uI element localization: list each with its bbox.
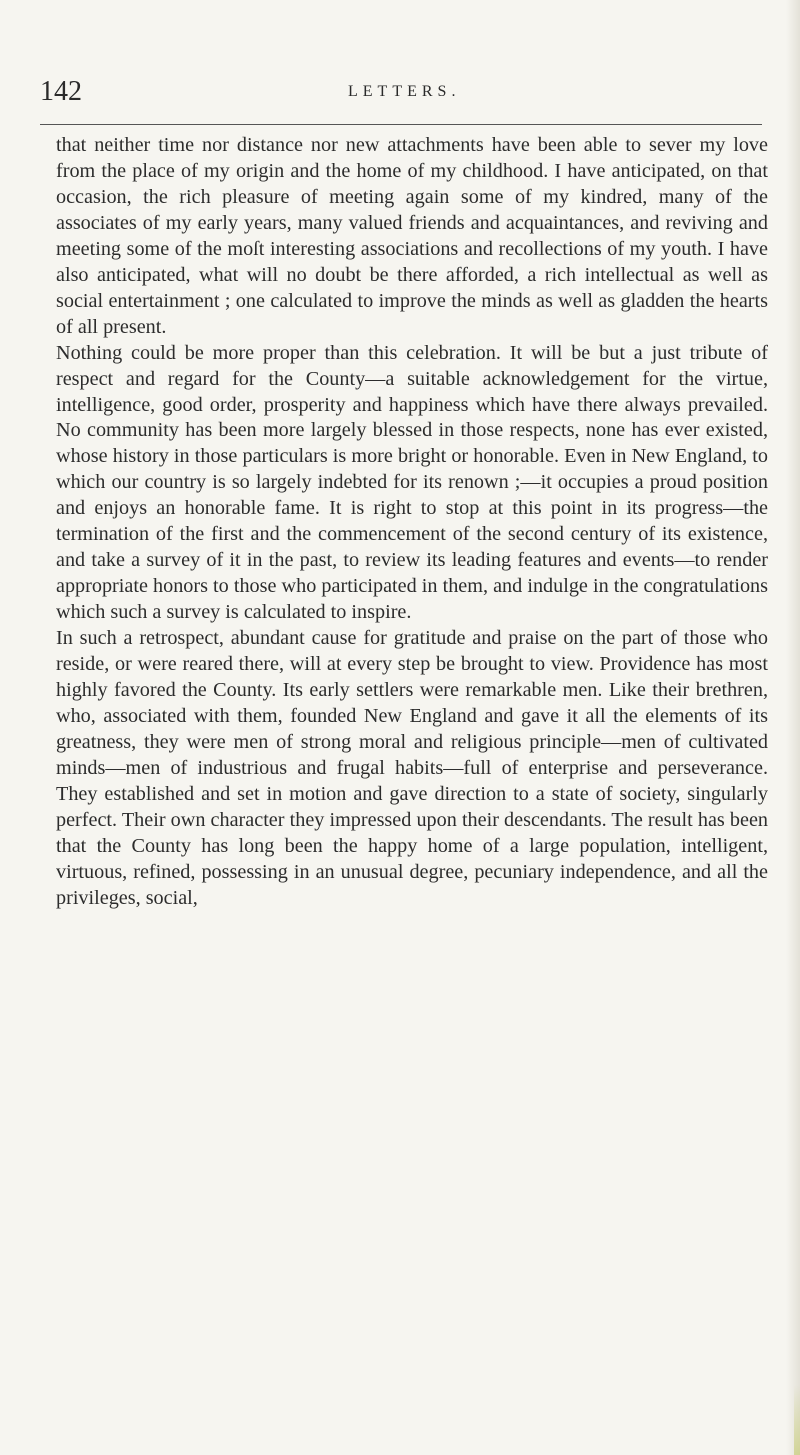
- page-number: 142: [40, 76, 82, 107]
- running-head: LETTERS.: [348, 83, 461, 100]
- page-edge-mark: [794, 1385, 800, 1455]
- paragraph-2: Nothing could be more proper than this celebration. It will be but a just tribute of respect and regard for the County—a suitable acknowledgement for the virtue, intelligence, good order, prosperity and happiness which have there always prevailed. No community has been more largely blessed in those respects, none has ever existed, whose history in those particulars is more bright or honorable. Even in New England, to which our country is so largely indebted for its renown ;—it occupies a proud position and enjoys an honorable fame. It is right to stop at this point in its progress—the termination of the first and the commencement of the second century of its existence, and take a survey of it in the past, to review its leading features and events—to render appropriate honors to those who participated in them, and indulge in the congratulations which such a survey is calculated to inspire.: [56, 341, 768, 624]
- page-header: [40, 76, 760, 112]
- paragraph-3: In such a retrospect, abundant cause for gratitude and praise on the part of those who reside, or were reared there, will at every step be brought to view. Providence has most highly favored the County. Its early settlers were remarkable men. Like their brethren, who, associated with them, founded New England and gave it all the elements of its greatness, they were men of strong moral and religious principle—men of cultivated minds—men of industrious and frugal habits—full of enterprise and perseverance. They established and set in motion and gave direction to a state of society, singularly perfect. Their own character they impressed upon their descendants. The result has been that the County has long been the happy home of a large population, intelligent, virtuous, refined, possessing in an unusual degree, pecuniary independence, and all the privileges, social,: [56, 627, 768, 909]
- page-edge-shadow: [786, 0, 800, 1455]
- header-rule: [40, 124, 762, 125]
- paragraph-1: that neither time nor distance nor new attachments have been able to sever my love from the place of my origin and the home of my childhood. I have anticipated, on that occasion, the rich pleasure of meeting again some of my kindred, many of the associates of my early years, many valued friends and acquaintances, and reviving and meeting some of the moſt interesting associations and recollections of my youth. I have also anticipated, what will no doubt be there afforded, a rich intellectual as well as social entertainment ; one calculated to improve the minds as well as gladden the hearts of all present.: [56, 134, 768, 338]
- body-text: [56, 133, 768, 912]
